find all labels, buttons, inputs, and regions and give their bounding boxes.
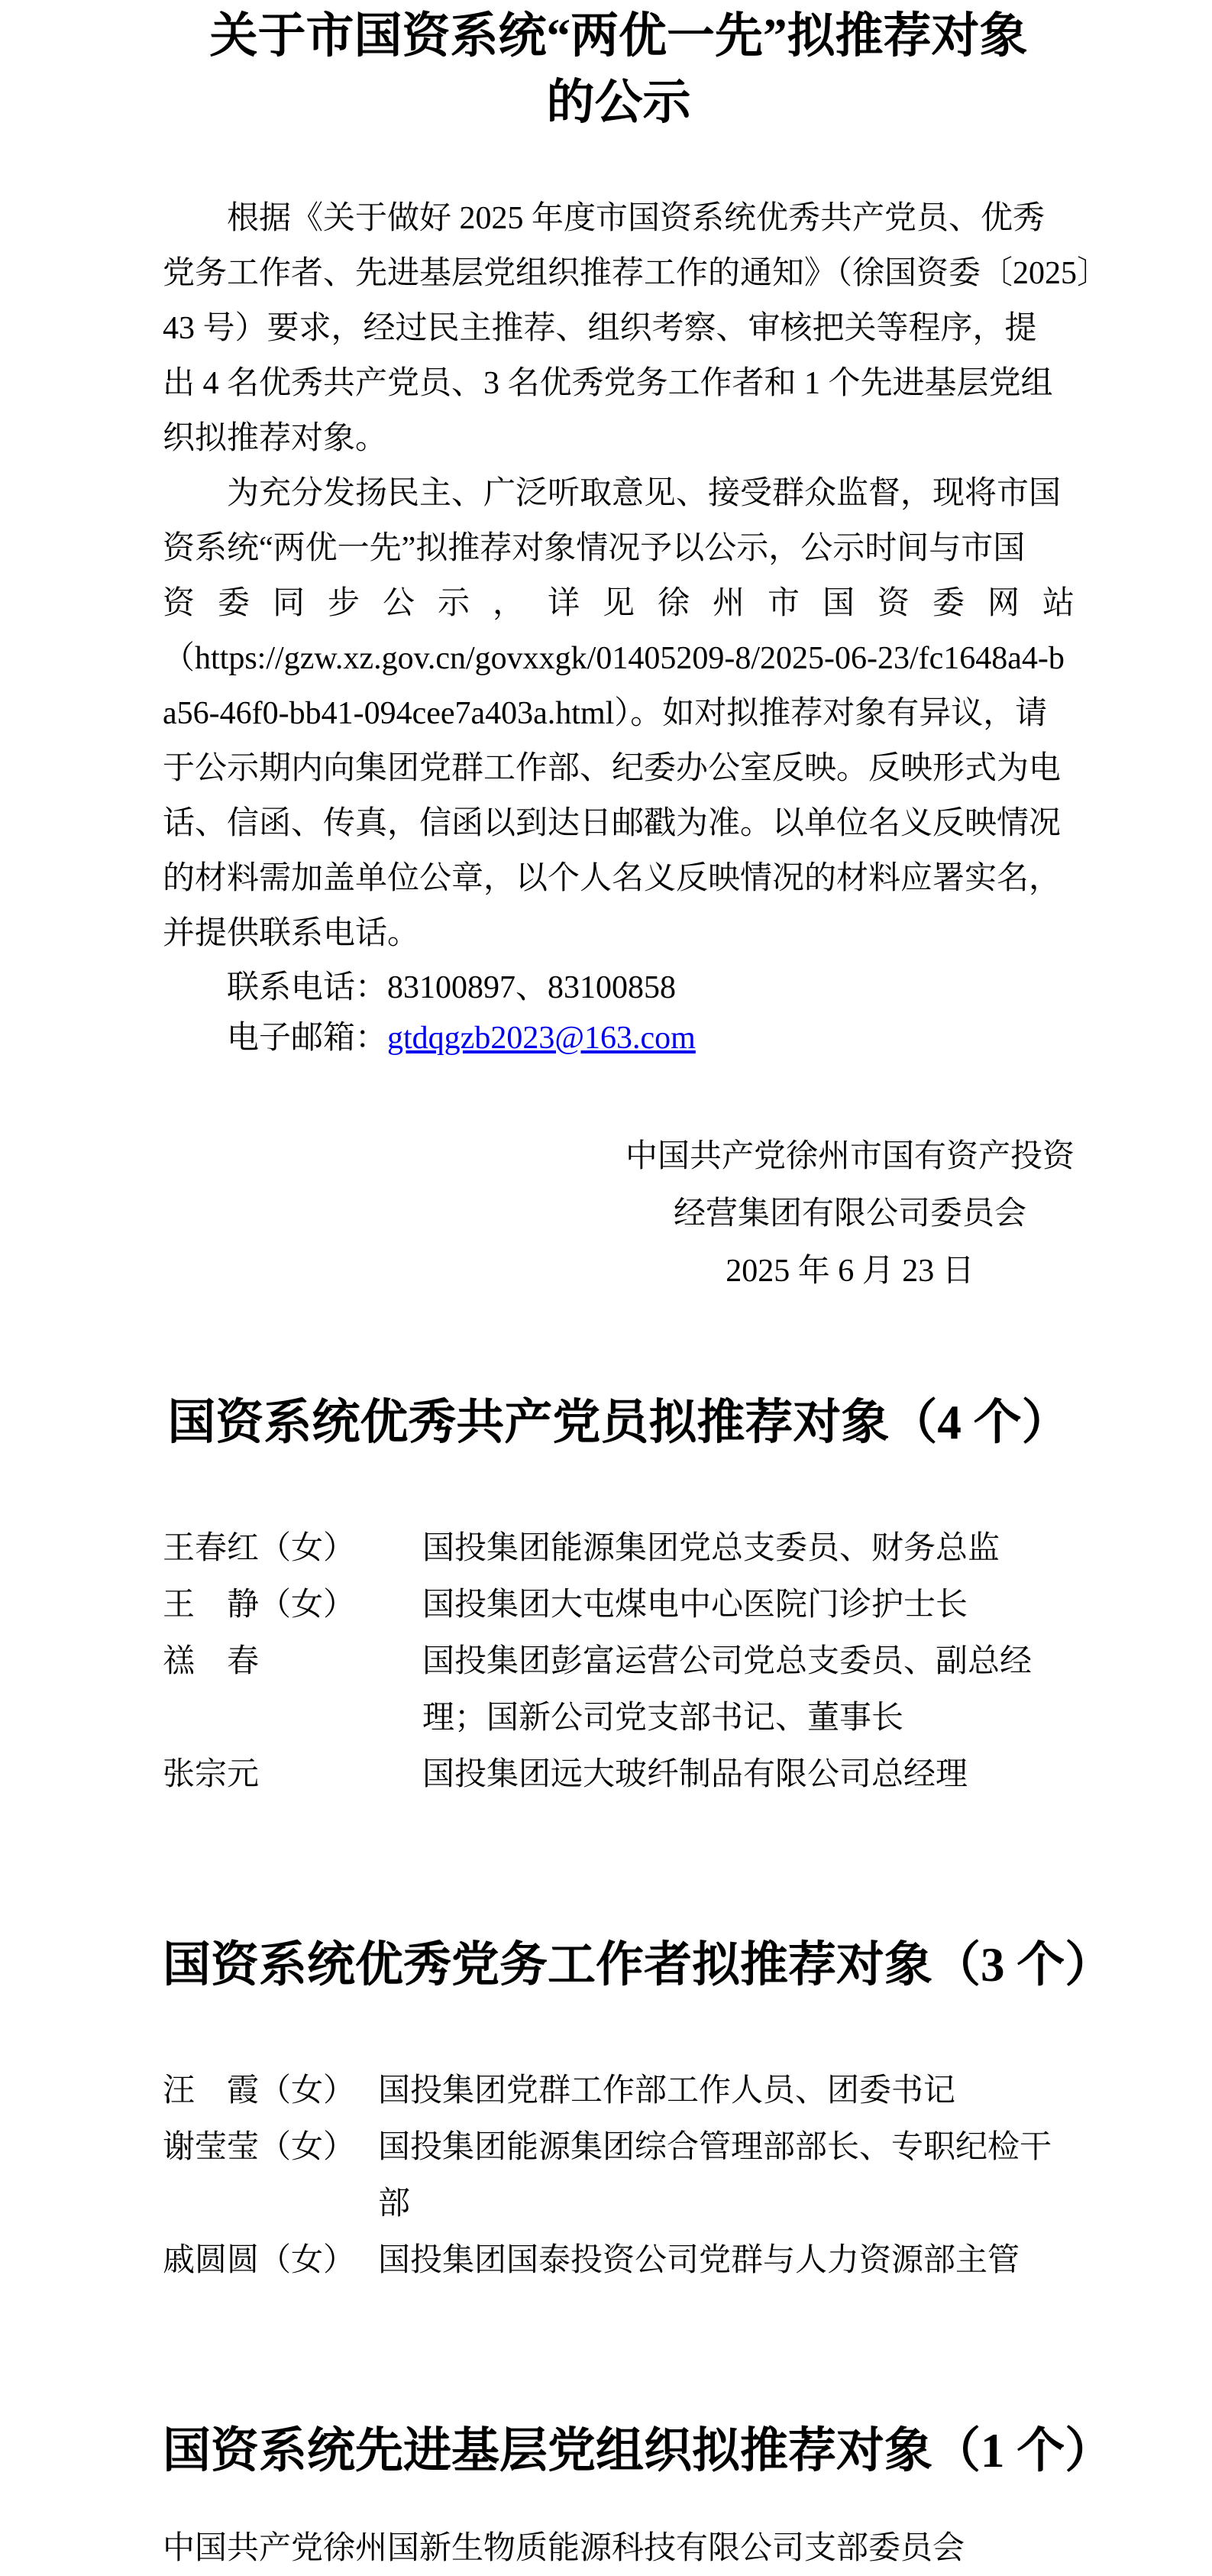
list-item (163, 2232, 1075, 2289)
candidate-name: 王 静（女） (163, 1587, 356, 1623)
list-item (163, 1746, 1075, 1803)
document-title-line2: 的公示 (546, 76, 691, 129)
paragraph-publicity (163, 466, 1075, 961)
document-title-line1: 关于市国资系统“两优一先”拟推荐对象 (209, 9, 1028, 63)
candidate-position: 国投集团国泰投资公司党群与人力资源部主管 (378, 2243, 1020, 2278)
candidate-name: 张宗元 (163, 1757, 260, 1792)
candidate-name: 谢莹莹（女） (163, 2130, 356, 2165)
list-outstanding-party-members (163, 1520, 1075, 1803)
signature-org-line1: 中国共产党徐州市国有资产投资 (625, 1139, 1075, 1174)
section-heading-advanced-grassroots-party-organization: 国资系统先进基层党组织拟推荐对象（1 个） (163, 2424, 1113, 2477)
candidate-position: 国投集团大屯煤电中心医院门诊护士长 (422, 1587, 968, 1623)
candidate-name: 禚 春 (163, 1644, 260, 1679)
list-item (163, 2119, 1075, 2232)
candidate-name: 戚圆圆（女） (163, 2243, 356, 2278)
document-title (163, 3, 1075, 136)
paragraph-publicity-line: 的材料需加盖单位公章，以个人名义反映情况的材料应署实名， (163, 861, 1062, 896)
paragraph-basis-line: 织拟推荐对象。 (163, 421, 388, 456)
candidate-position: 国投集团能源集团综合管理部部长、专职纪检干部 (378, 2130, 1052, 2222)
paragraph-publicity-line: 资委同步公示，详见徐州市国资委网站 (163, 586, 1075, 621)
contact-email-line (163, 1013, 1075, 1063)
list-outstanding-party-workers (163, 2063, 1075, 2289)
candidate-name: 汪 霞（女） (163, 2073, 356, 2108)
publicity-url-line: （https://gzw.xz.gov.cn/govxxgk/01405209-8/2025-06-23/fc1648a4-b (163, 641, 1065, 676)
list-item (163, 1520, 1075, 1577)
paragraph-basis-line: 出 4 名优秀共产党员、3 名优秀党务工作者和 1 个先进基层党组 (163, 366, 1053, 401)
paragraph-basis-line: 党务工作者、先进基层党组织推荐工作的通知》（徐国资委〔2025〕 (163, 256, 1110, 291)
list-item (163, 1577, 1075, 1633)
phone-label: 联系电话： (227, 970, 388, 1005)
paragraph-publicity-line: 资系统“两优一先”拟推荐对象情况予以公示，公示时间与市国 (163, 531, 1026, 566)
advanced-organization-name: 中国共产党徐州国新生物质能源科技有限公司支部委员会 (163, 2531, 965, 2566)
candidate-position: 国投集团远大玻纤制品有限公司总经理 (422, 1757, 968, 1792)
candidate-position: 国投集团党群工作部工作人员、团委书记 (378, 2073, 956, 2108)
candidate-name: 王春红（女） (163, 1531, 356, 1566)
paragraph-publicity-line: 话、信函、传真，信函以到达日邮戳为准。以单位名义反映情况 (163, 806, 1062, 841)
signature-date: 2025 年 6 月 23 日 (726, 1254, 974, 1289)
email-link[interactable]: gtdqgzb2023@163.com (387, 1021, 696, 1056)
section-heading-outstanding-party-workers: 国资系统优秀党务工作者拟推荐对象（3 个） (163, 1938, 1113, 1992)
email-label: 电子邮箱： (227, 1021, 388, 1056)
list-item (163, 1633, 1075, 1746)
paragraph-basis-line: 根据《关于做好 2025 年度市国资系统优秀共产党员、优秀 (227, 201, 1046, 236)
paragraph-publicity-line: 并提供联系电话。 (163, 916, 420, 951)
contact-phone-line (163, 963, 1075, 1013)
phone-numbers: 83100897、83100858 (387, 970, 677, 1005)
paragraph-publicity-line: 为充分发扬民主、广泛听取意见、接受群众监督，现将市国 (227, 476, 1062, 511)
signature-org-line2: 经营集团有限公司委员会 (673, 1196, 1026, 1231)
candidate-position: 国投集团彭富运营公司党总支委员、副总经理；国新公司党支部书记、董事长 (422, 1644, 1033, 1736)
candidate-position: 国投集团能源集团党总支委员、财务总监 (422, 1531, 1000, 1566)
contact-block (163, 963, 1075, 1063)
list-item (163, 2063, 1075, 2119)
paragraph-basis (163, 191, 1110, 466)
section-heading-outstanding-party-members: 国资系统优秀共产党员拟推荐对象（4 个） (167, 1396, 1070, 1449)
paragraph-basis-line: 43 号）要求，经过民主推荐、组织考察、审核把关等程序，提 (163, 311, 1037, 346)
paragraph-publicity-line: 于公示期内向集团党群工作部、纪委办公室反映。反映形式为电 (163, 751, 1062, 786)
signature-block (625, 1128, 1075, 1300)
publicity-url-line: a56-46f0-bb41-094cee7a403a.html）。如对拟推荐对象有异议，请 (163, 696, 1048, 731)
